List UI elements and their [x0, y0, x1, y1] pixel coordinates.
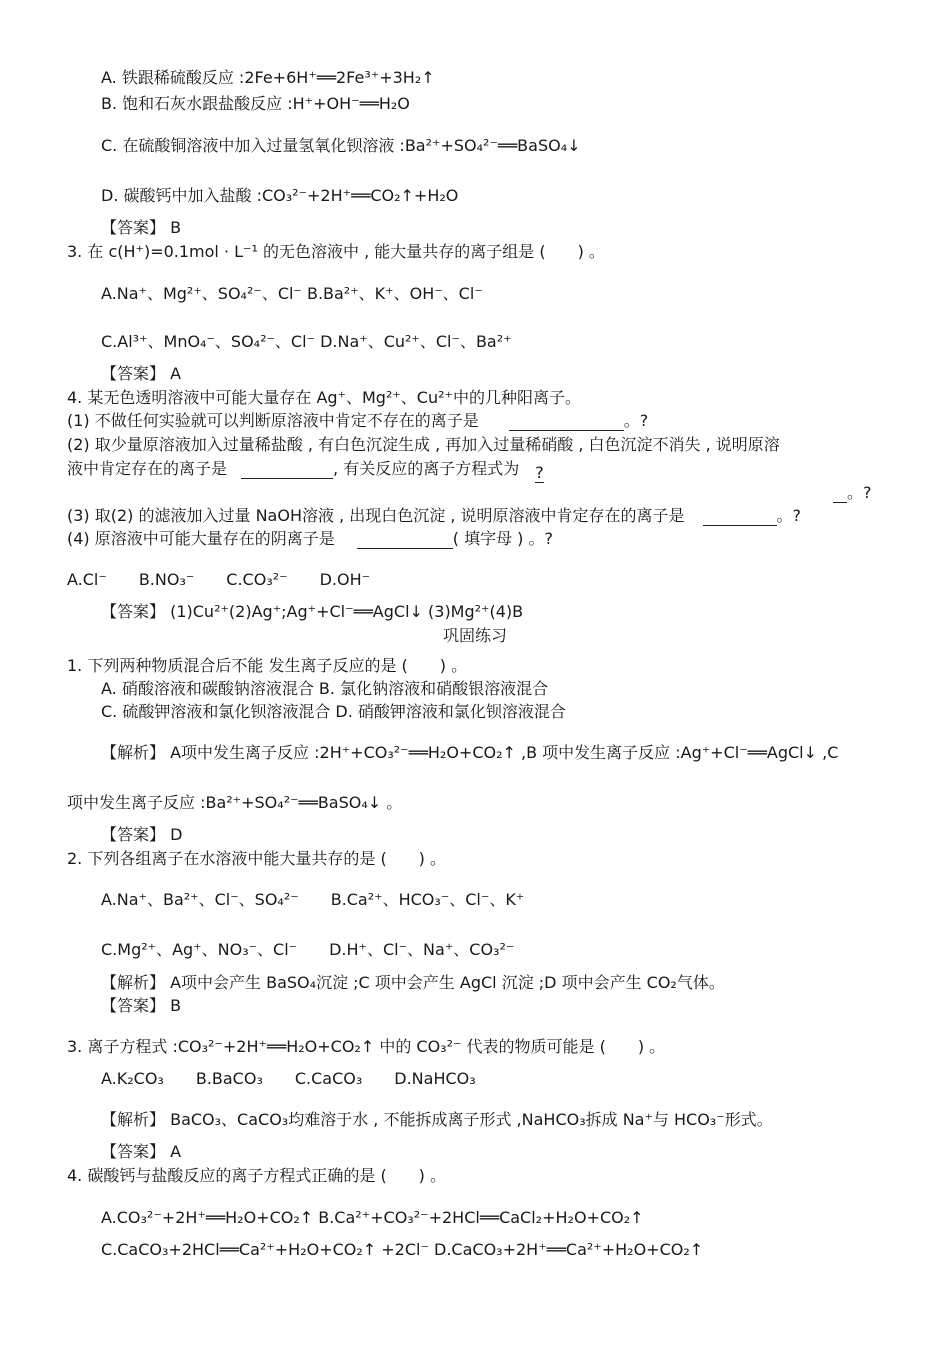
analysis-text: 【解析】 A项中会产生 BaSO₄沉淀 ;C 项中会产生 AgCl 沉淀 ;D 项中会产生 CO₂气体。 [101, 973, 725, 992]
blank-end: ? [535, 463, 544, 482]
text-line: A. 铁跟稀硫酸反应 :2Fe+6H⁺══2Fe³⁺+3H₂↑ [101, 68, 435, 87]
options-line: A.K₂CO₃ B.BaCO₃ C.CaCO₃ D.NaHCO₃ [101, 1069, 476, 1088]
answer-blank [241, 462, 333, 479]
text-line [67, 459, 563, 482]
text-line: C. 在硫酸铜溶液中加入过量氢氧化钡溶液 :Ba²⁺+SO₄²⁻══BaSO₄↓ [101, 136, 581, 155]
question-text: 3. 在 c(H⁺)=0.1mol · L⁻¹ 的无色溶液中 , 能大量共存的离子组是 ( ) 。 [67, 242, 605, 261]
analysis-text: 项中发生离子反应 :Ba²⁺+SO₄²⁻══BaSO₄↓ 。 [67, 793, 403, 812]
options-line: A.Na⁺、Ba²⁺、Cl⁻、SO₄²⁻ B.Ca²⁺、HCO₃⁻、Cl⁻、K⁺ [101, 890, 525, 909]
text-line [67, 506, 801, 526]
options-line: C.CaCO₃+2HCl══Ca²⁺+H₂O+CO₂↑ +2Cl⁻ D.CaCO₃+2H⁺══Ca²⁺+H₂O+CO₂↑ [101, 1240, 704, 1259]
blank-end: ( 填字母 ) 。? [452, 529, 554, 548]
question-part: (4) 原溶液中可能大量存在的阴离子是 [67, 529, 335, 548]
text-line [67, 529, 553, 549]
question-part: (3) 取(2) 的滤液加入过量 NaOH溶液 , 出现白色沉淀 , 说明原溶液中肯定存在的离子是 [67, 506, 685, 525]
question-text: (2) 取少量原溶液加入过量稀盐酸 , 有白色沉淀生成 , 再加入过量稀硝酸 , 白色沉淀不消失 , 说明原溶 [67, 435, 780, 454]
question-text: 2. 下列各组离子在水溶液中能大量共存的是 ( ) 。 [67, 849, 447, 868]
answer-blank [535, 463, 563, 482]
answer-blank [703, 509, 777, 526]
answer-blank [509, 414, 624, 431]
blank-end: 。? [776, 506, 802, 525]
question-part: , 有关反应的离子方程式为 [333, 459, 520, 478]
answer-label: 【答案】 B [101, 996, 182, 1015]
answer-label: 【答案】 A [101, 1142, 182, 1161]
question-text: 4. 某无色透明溶液中可能大量存在 Ag⁺、Mg²⁺、Cu²⁺中的几种阳离子。 [67, 388, 581, 407]
options-line: C. 硫酸钾溶液和氯化钡溶液混合 D. 硝酸钾溶液和氯化钡溶液混合 [101, 702, 566, 721]
answer-blank [833, 486, 847, 503]
text-line: C.Al³⁺、MnO₄⁻、SO₄²⁻、Cl⁻ D.Na⁺、Cu²⁺、Cl⁻、Ba²⁺ [101, 332, 512, 351]
blank-end: 。? [847, 483, 872, 502]
question-text: 4. 碳酸钙与盐酸反应的离子方程式正确的是 ( ) 。 [67, 1166, 447, 1185]
options-line: A.Cl⁻ B.NO₃⁻ C.CO₃²⁻ D.OH⁻ [67, 570, 371, 589]
text-line [67, 411, 648, 431]
text-line: D. 碳酸钙中加入盐酸 :CO₃²⁻+2H⁺══CO₂↑+H₂O [101, 186, 459, 205]
analysis-text: 【解析】 BaCO₃、CaCO₃均难溶于水 , 不能拆成离子形式 ,NaHCO₃拆成 Na⁺与 HCO₃⁻形式。 [101, 1110, 773, 1129]
text-line: B. 饱和石灰水跟盐酸反应 :H⁺+OH⁻══H₂O [101, 94, 410, 113]
analysis-text: 【解析】 A项中发生离子反应 :2H⁺+CO₃²⁻══H₂O+CO₂↑ ,B 项中发生离子反应 :Ag⁺+Cl⁻══AgCl↓ ,C [101, 743, 839, 762]
section-title: 巩固练习 [442, 626, 507, 645]
answer-label: 【答案】 (1)Cu²⁺(2)Ag⁺;Ag⁺+Cl⁻══AgCl↓ (3)Mg²⁺(4)B [101, 602, 524, 621]
question-part: (1) 不做任何实验就可以判断原溶液中肯定不存在的离子是 [67, 411, 479, 430]
question-text: 1. 下列两种物质混合后不能 发生离子反应的是 ( ) 。 [67, 656, 468, 675]
answer-label: 【答案】 D [101, 825, 183, 844]
answer-blank [357, 532, 453, 549]
blank-end: 。? [623, 411, 649, 430]
options-line: A. 硝酸溶液和碳酸钠溶液混合 B. 氯化钠溶液和硝酸银溶液混合 [101, 679, 549, 698]
text-line [833, 483, 872, 503]
answer-label: 【答案】 B [101, 218, 182, 237]
options-line: A.CO₃²⁻+2H⁺══H₂O+CO₂↑ B.Ca²⁺+CO₃²⁻+2HCl══CaCl₂+H₂O+CO₂↑ [101, 1208, 644, 1227]
text-line: A.Na⁺、Mg²⁺、SO₄²⁻、Cl⁻ B.Ba²⁺、K⁺、OH⁻、Cl⁻ [101, 284, 483, 303]
question-part: 液中肯定存在的离子是 [67, 459, 228, 478]
question-text: 3. 离子方程式 :CO₃²⁻+2H⁺══H₂O+CO₂↑ 中的 CO₃²⁻ 代表的物质可能是 ( ) 。 [67, 1037, 666, 1056]
answer-label: 【答案】 A [101, 364, 182, 383]
options-line: C.Mg²⁺、Ag⁺、NO₃⁻、Cl⁻ D.H⁺、Cl⁻、Na⁺、CO₃²⁻ [101, 940, 515, 959]
